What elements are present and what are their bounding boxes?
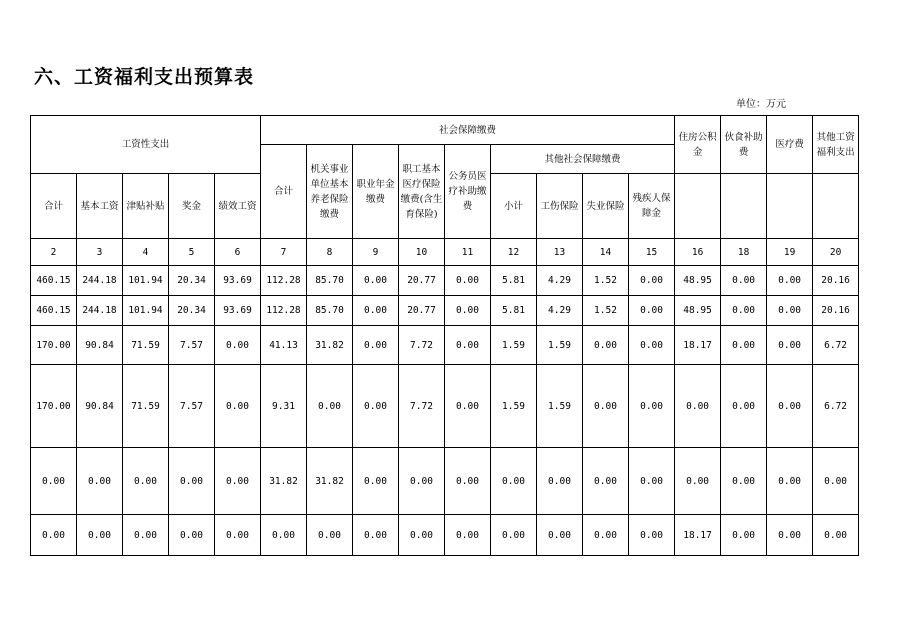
table-cell: 0.00 (31, 448, 77, 515)
table-cell: 0.00 (629, 515, 675, 556)
table-cell: 112.28 (261, 266, 307, 296)
column-number: 10 (399, 239, 445, 266)
table-cell: 0.00 (31, 515, 77, 556)
table-cell: 20.34 (169, 266, 215, 296)
table-cell: 7.72 (399, 365, 445, 448)
table-cell: 0.00 (353, 296, 399, 326)
table-cell: 93.69 (215, 296, 261, 326)
header-blank (767, 174, 813, 239)
table-cell: 90.84 (77, 326, 123, 365)
table-cell: 0.00 (629, 266, 675, 296)
table-cell: 0.00 (767, 515, 813, 556)
table-cell: 0.00 (123, 448, 169, 515)
table-cell: 6.72 (813, 326, 859, 365)
table-cell: 20.77 (399, 266, 445, 296)
table-cell: 0.00 (537, 515, 583, 556)
table-cell: 0.00 (353, 448, 399, 515)
table-row (31, 515, 859, 556)
table-cell: 0.00 (629, 296, 675, 326)
header-social-pension: 机关事业单位基本养老保险缴费 (307, 145, 353, 239)
column-number: 18 (721, 239, 767, 266)
table-row (31, 266, 859, 296)
header-disabled: 残疾人保障金 (629, 174, 675, 239)
table-cell: 244.18 (77, 296, 123, 326)
table-cell: 0.00 (767, 365, 813, 448)
column-number: 6 (215, 239, 261, 266)
table-cell: 0.00 (307, 365, 353, 448)
unit-label: 单位：万元 (736, 99, 786, 110)
table-cell: 0.00 (215, 326, 261, 365)
table-cell: 7.57 (169, 365, 215, 448)
table-cell: 41.13 (261, 326, 307, 365)
table-cell: 0.00 (767, 326, 813, 365)
table-cell: 31.82 (307, 448, 353, 515)
header-housing: 住房公积金 (675, 116, 721, 174)
table-cell: 71.59 (123, 365, 169, 448)
header-allowance: 津贴补贴 (123, 174, 169, 239)
table-cell: 90.84 (77, 365, 123, 448)
table-cell: 0.00 (169, 515, 215, 556)
table-cell: 18.17 (675, 515, 721, 556)
table-cell: 85.70 (307, 266, 353, 296)
table-cell: 0.00 (721, 326, 767, 365)
header-social-civil: 公务员医疗补助缴费 (445, 145, 491, 239)
table-row (31, 326, 859, 365)
column-number: 16 (675, 239, 721, 266)
header-social-medical: 职工基本医疗保险缴费(含生育保险) (399, 145, 445, 239)
table-cell: 460.15 (31, 296, 77, 326)
table-cell: 6.72 (813, 365, 859, 448)
table-cell: 31.82 (261, 448, 307, 515)
column-number-row (31, 239, 859, 266)
table-cell: 4.29 (537, 296, 583, 326)
table-cell: 0.00 (721, 515, 767, 556)
column-number: 8 (307, 239, 353, 266)
table-cell: 0.00 (169, 448, 215, 515)
header-bonus: 奖金 (169, 174, 215, 239)
table-cell: 101.94 (123, 296, 169, 326)
table-cell: 48.95 (675, 266, 721, 296)
column-number: 5 (169, 239, 215, 266)
table-row (31, 448, 859, 515)
table-cell: 170.00 (31, 365, 77, 448)
column-number: 9 (353, 239, 399, 266)
table-cell: 0.00 (215, 365, 261, 448)
column-number: 19 (767, 239, 813, 266)
header-medical: 医疗费 (767, 116, 813, 174)
table-cell: 31.82 (307, 326, 353, 365)
table-cell: 0.00 (583, 515, 629, 556)
table-cell: 1.59 (491, 326, 537, 365)
table-cell: 0.00 (307, 515, 353, 556)
header-blank (675, 174, 721, 239)
table-cell: 0.00 (491, 448, 537, 515)
table-cell: 0.00 (583, 326, 629, 365)
header-other-subtotal: 小计 (491, 174, 537, 239)
table-cell: 0.00 (445, 266, 491, 296)
table-cell: 0.00 (629, 365, 675, 448)
table-cell: 0.00 (721, 365, 767, 448)
column-number: 3 (77, 239, 123, 266)
table-cell: 71.59 (123, 326, 169, 365)
table-cell: 0.00 (353, 365, 399, 448)
table-cell: 20.34 (169, 296, 215, 326)
table-cell: 244.18 (77, 266, 123, 296)
column-number: 11 (445, 239, 491, 266)
table-cell: 0.00 (353, 515, 399, 556)
table-cell: 0.00 (445, 448, 491, 515)
table-cell: 0.00 (813, 515, 859, 556)
header-other-salary: 其他工资福利支出 (813, 116, 859, 174)
table-cell: 0.00 (767, 448, 813, 515)
table-cell: 20.16 (813, 296, 859, 326)
table-cell: 0.00 (399, 515, 445, 556)
table-row (31, 296, 859, 326)
header-social-total: 合计 (261, 145, 307, 239)
table-cell: 1.59 (537, 326, 583, 365)
table-cell: 0.00 (445, 365, 491, 448)
header-social-group: 社会保障缴费 (261, 116, 675, 145)
table-cell: 20.77 (399, 296, 445, 326)
table-cell: 0.00 (77, 515, 123, 556)
header-salary-total: 合计 (31, 174, 77, 239)
column-number: 15 (629, 239, 675, 266)
table-cell: 0.00 (721, 296, 767, 326)
table-row (31, 365, 859, 448)
table-cell: 0.00 (721, 266, 767, 296)
table-cell: 0.00 (353, 326, 399, 365)
table-cell: 9.31 (261, 365, 307, 448)
table-cell: 112.28 (261, 296, 307, 326)
table-cell: 0.00 (675, 448, 721, 515)
table-cell: 0.00 (399, 448, 445, 515)
table-cell: 0.00 (583, 448, 629, 515)
table-cell: 1.52 (583, 296, 629, 326)
table-cell: 0.00 (537, 448, 583, 515)
header-unemployment: 失业保险 (583, 174, 629, 239)
table-cell: 5.81 (491, 266, 537, 296)
header-performance: 绩效工资 (215, 174, 261, 239)
table-cell: 0.00 (445, 296, 491, 326)
table-cell: 48.95 (675, 296, 721, 326)
header-social-annuity: 职业年金缴费 (353, 145, 399, 239)
table-cell: 0.00 (721, 448, 767, 515)
table-cell: 18.17 (675, 326, 721, 365)
table-cell: 0.00 (629, 448, 675, 515)
table-cell: 1.59 (537, 365, 583, 448)
column-number: 4 (123, 239, 169, 266)
table-cell: 4.29 (537, 266, 583, 296)
column-number: 7 (261, 239, 307, 266)
header-other-social-group: 其他社会保障缴费 (491, 145, 675, 174)
table-cell: 0.00 (445, 515, 491, 556)
table-cell: 0.00 (215, 515, 261, 556)
table-cell: 20.16 (813, 266, 859, 296)
column-number: 12 (491, 239, 537, 266)
header-blank (721, 174, 767, 239)
table-cell: 0.00 (629, 326, 675, 365)
table-cell: 101.94 (123, 266, 169, 296)
header-injury: 工伤保险 (537, 174, 583, 239)
table-cell: 7.72 (399, 326, 445, 365)
header-blank (813, 174, 859, 239)
table-cell: 0.00 (583, 365, 629, 448)
table-cell: 0.00 (215, 448, 261, 515)
column-number: 14 (583, 239, 629, 266)
table-cell: 7.57 (169, 326, 215, 365)
table-cell: 85.70 (307, 296, 353, 326)
table-cell: 0.00 (261, 515, 307, 556)
page-title: 六、工资福利支出预算表 (34, 66, 255, 88)
table-cell: 0.00 (767, 296, 813, 326)
table-cell: 0.00 (491, 515, 537, 556)
header-salary-group: 工资性支出 (31, 116, 261, 174)
table-cell: 1.59 (491, 365, 537, 448)
table-cell: 0.00 (123, 515, 169, 556)
column-number: 2 (31, 239, 77, 266)
header-basic-salary: 基本工资 (77, 174, 123, 239)
salary-welfare-budget-table (30, 115, 859, 556)
table-cell: 0.00 (445, 326, 491, 365)
table-cell: 93.69 (215, 266, 261, 296)
table-cell: 170.00 (31, 326, 77, 365)
column-number: 13 (537, 239, 583, 266)
table-cell: 0.00 (77, 448, 123, 515)
table-cell: 0.00 (353, 266, 399, 296)
header-meal: 伙食补助费 (721, 116, 767, 174)
table-cell: 0.00 (675, 365, 721, 448)
table-cell: 0.00 (767, 266, 813, 296)
table-cell: 5.81 (491, 296, 537, 326)
table-cell: 460.15 (31, 266, 77, 296)
table-cell: 1.52 (583, 266, 629, 296)
table-cell: 0.00 (813, 448, 859, 515)
column-number: 20 (813, 239, 859, 266)
